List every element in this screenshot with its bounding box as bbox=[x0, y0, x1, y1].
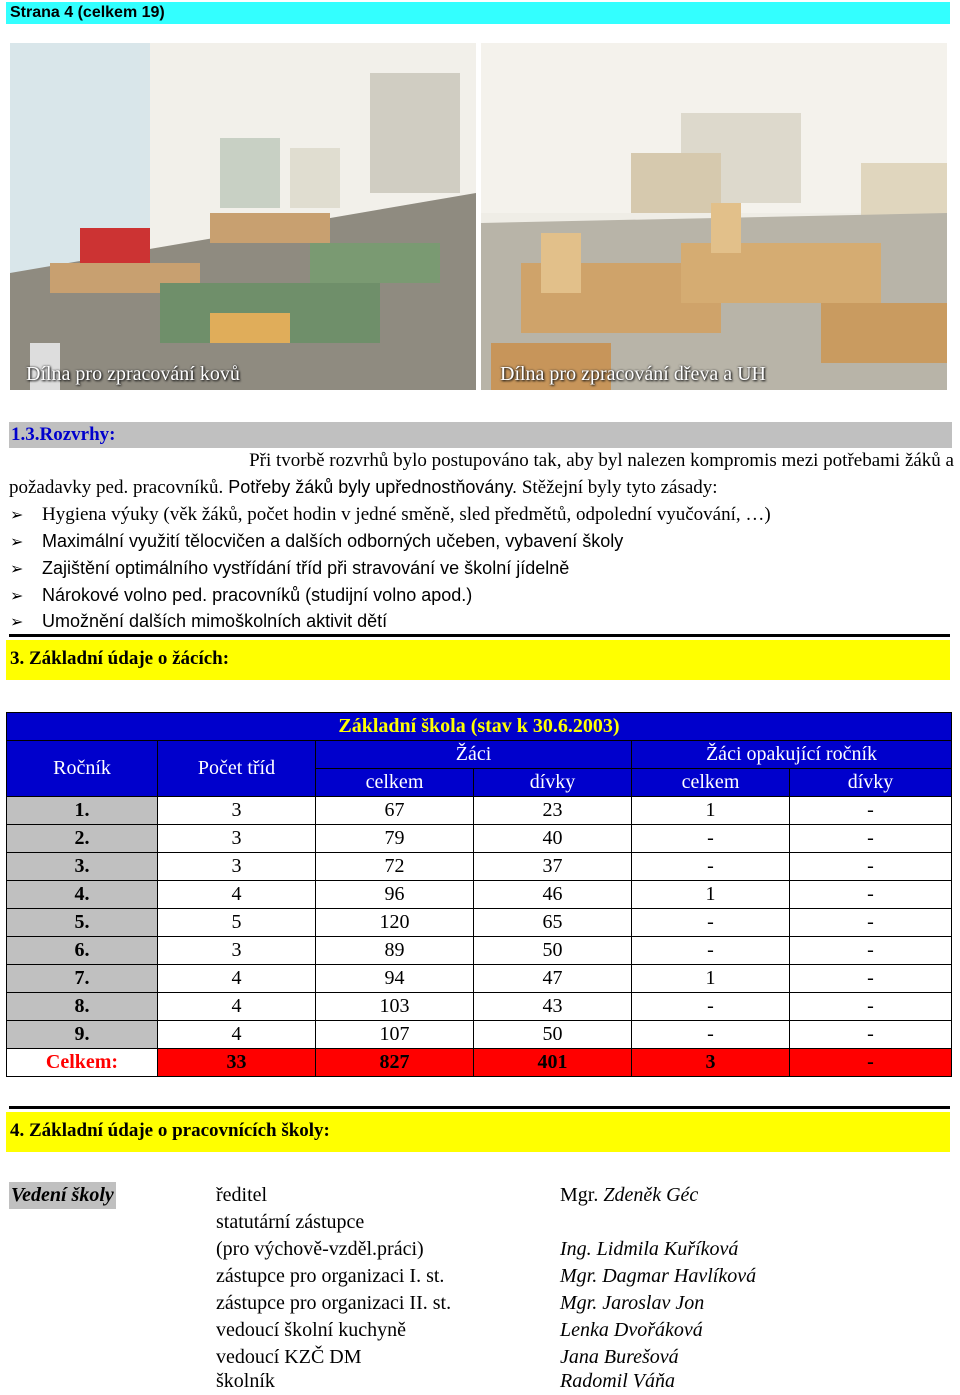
table-title: Základní škola (stav k 30.6.2003) bbox=[338, 715, 620, 737]
cell-rocnik: 2. bbox=[7, 825, 158, 853]
cell-pocet: 4 bbox=[158, 965, 316, 993]
right-photo-caption: Dílna pro zpracování dřeva a UH bbox=[500, 363, 766, 385]
cell-opak-divky: - bbox=[790, 881, 952, 909]
col-header-rocnik: Ročník bbox=[7, 741, 158, 797]
subheader-divky: dívky bbox=[790, 769, 952, 797]
section-heading-zaci: 3. Základní údaje o žácích: bbox=[6, 640, 950, 680]
subheader-divky: dívky bbox=[474, 769, 632, 797]
col-header-zaci: Žáci bbox=[316, 741, 632, 769]
staff-name-text: Mgr. Zdeněk Géc bbox=[560, 1184, 699, 1206]
table-row bbox=[7, 1021, 952, 1049]
cell-pocet: 3 bbox=[158, 937, 316, 965]
pupils-table bbox=[6, 712, 952, 1077]
section-rule bbox=[9, 634, 950, 637]
total-label: Celkem: bbox=[7, 1049, 158, 1077]
cell-divky: 65 bbox=[474, 909, 632, 937]
cell-pocet: 3 bbox=[158, 853, 316, 881]
arrow-bullet-icon: ➢ bbox=[10, 559, 24, 578]
table-row bbox=[7, 965, 952, 993]
total-divky: 401 bbox=[474, 1049, 632, 1077]
staff-role: školník bbox=[216, 1370, 275, 1392]
cell-opak-celkem: - bbox=[632, 853, 790, 881]
cell-celkem: 67 bbox=[316, 797, 474, 825]
cell-opak-celkem: - bbox=[632, 909, 790, 937]
cell-divky: 23 bbox=[474, 797, 632, 825]
cell-opak-celkem: - bbox=[632, 993, 790, 1021]
cell-divky: 37 bbox=[474, 853, 632, 881]
metal-workshop-image bbox=[10, 43, 476, 390]
cell-rocnik: 7. bbox=[7, 965, 158, 993]
photo-wood-workshop bbox=[481, 43, 947, 390]
cell-pocet: 4 bbox=[158, 1021, 316, 1049]
subheader-celkem: celkem bbox=[632, 769, 790, 797]
intro-line-1: Při tvorbě rozvrhů bylo postupováno tak, aby byl nalezen kompromis mezi potřebami žáků a bbox=[249, 450, 954, 471]
wood-workshop-image bbox=[481, 43, 947, 390]
table-row bbox=[7, 825, 952, 853]
section-heading-pracovnici: 4. Základní údaje o pracovnících školy: bbox=[6, 1112, 950, 1152]
bullet-text: Maximální využití tělocvičen a dalších odborných učeben, vybavení školy bbox=[42, 531, 624, 551]
staff-role: statutární zástupce bbox=[216, 1211, 365, 1233]
cell-rocnik: 6. bbox=[7, 937, 158, 965]
bullet-text: Nárokové volno ped. pracovníků (studijní volno apod.) bbox=[42, 585, 473, 605]
table-title-cell bbox=[7, 713, 952, 741]
bullet-item bbox=[10, 528, 623, 555]
cell-divky: 46 bbox=[474, 881, 632, 909]
staff-name: Mgr. Jaroslav Jon bbox=[560, 1292, 705, 1314]
arrow-bullet-icon: ➢ bbox=[10, 505, 24, 524]
cell-rocnik: 1. bbox=[7, 797, 158, 825]
intro-line-2b: Potřeby žáků byly upřednostňovány. bbox=[223, 477, 518, 497]
table-row bbox=[7, 797, 952, 825]
col-header-pocet-trid: Počet tříd bbox=[158, 741, 316, 797]
cell-opak-celkem: - bbox=[632, 1021, 790, 1049]
cell-divky: 50 bbox=[474, 937, 632, 965]
arrow-bullet-icon: ➢ bbox=[10, 612, 24, 631]
page-header: Strana 4 (celkem 19) bbox=[6, 2, 950, 24]
cell-rocnik: 4. bbox=[7, 881, 158, 909]
subheader-celkem: celkem bbox=[316, 769, 474, 797]
total-pocet: 33 bbox=[158, 1049, 316, 1077]
cell-pocet: 4 bbox=[158, 993, 316, 1021]
cell-celkem: 107 bbox=[316, 1021, 474, 1049]
staff-role: vedoucí KZČ DM bbox=[216, 1346, 362, 1368]
cell-pocet: 3 bbox=[158, 825, 316, 853]
staff-group-label: Vedení školy bbox=[9, 1182, 116, 1209]
cell-celkem: 72 bbox=[316, 853, 474, 881]
cell-pocet: 5 bbox=[158, 909, 316, 937]
cell-opak-divky: - bbox=[790, 797, 952, 825]
total-celkem: 827 bbox=[316, 1049, 474, 1077]
arrow-bullet-icon: ➢ bbox=[10, 532, 24, 551]
cell-opak-celkem: - bbox=[632, 825, 790, 853]
table-row bbox=[7, 909, 952, 937]
cell-divky: 47 bbox=[474, 965, 632, 993]
section-heading-rozvrhy: 1.3.Rozvrhy: bbox=[9, 422, 952, 448]
table-row bbox=[7, 993, 952, 1021]
cell-opak-celkem: 1 bbox=[632, 881, 790, 909]
cell-celkem: 89 bbox=[316, 937, 474, 965]
cell-opak-divky: - bbox=[790, 853, 952, 881]
intro-line-2 bbox=[9, 474, 954, 501]
staff-name: Mgr. Dagmar Havlíková bbox=[560, 1265, 757, 1287]
table-total-row bbox=[7, 1049, 952, 1077]
cell-rocnik: 9. bbox=[7, 1021, 158, 1049]
cell-opak-divky: - bbox=[790, 909, 952, 937]
staff-role: vedoucí školní kuchyně bbox=[216, 1319, 406, 1341]
staff-role: zástupce pro organizaci II. st. bbox=[216, 1292, 452, 1314]
photo-metal-workshop bbox=[10, 43, 476, 390]
bullet-item bbox=[10, 555, 569, 582]
staff-name: Radomil Váňa bbox=[560, 1370, 675, 1392]
cell-divky: 43 bbox=[474, 993, 632, 1021]
cell-opak-divky: - bbox=[790, 965, 952, 993]
intro-line-2a: požadavky ped. pracovníků. bbox=[9, 477, 224, 498]
staff-role: (pro výchově-vzděl.práci) bbox=[216, 1238, 424, 1260]
cell-rocnik: 8. bbox=[7, 993, 158, 1021]
staff-name bbox=[560, 1182, 698, 1209]
staff-role: zástupce pro organizaci I. st. bbox=[216, 1265, 445, 1287]
bullet-text: Umožnění dalších mimoškolních aktivit dětí bbox=[42, 611, 388, 631]
cell-opak-divky: - bbox=[790, 825, 952, 853]
cell-celkem: 94 bbox=[316, 965, 474, 993]
cell-opak-divky: - bbox=[790, 1021, 952, 1049]
cell-opak-divky: - bbox=[790, 937, 952, 965]
bullet-item bbox=[10, 608, 387, 635]
section-rule bbox=[9, 1106, 950, 1109]
cell-divky: 50 bbox=[474, 1021, 632, 1049]
cell-opak-celkem: 1 bbox=[632, 797, 790, 825]
cell-rocnik: 5. bbox=[7, 909, 158, 937]
cell-opak-divky: - bbox=[790, 993, 952, 1021]
cell-celkem: 120 bbox=[316, 909, 474, 937]
staff-name: Jana Burešová bbox=[560, 1346, 679, 1368]
bullet-item bbox=[10, 582, 472, 609]
staff-name-italic: Zdeněk Géc bbox=[603, 1184, 699, 1206]
staff-name: Ing. Lidmila Kuříková bbox=[560, 1238, 739, 1260]
bullet-item bbox=[10, 501, 771, 528]
staff-name: Lenka Dvořáková bbox=[560, 1319, 703, 1341]
cell-opak-celkem: - bbox=[632, 937, 790, 965]
total-opak-celkem: 3 bbox=[632, 1049, 790, 1077]
cell-celkem: 96 bbox=[316, 881, 474, 909]
cell-rocnik: 3. bbox=[7, 853, 158, 881]
cell-divky: 40 bbox=[474, 825, 632, 853]
total-opak-divky: - bbox=[790, 1049, 952, 1077]
staff-role: ředitel bbox=[216, 1184, 268, 1206]
bullet-text: Hygiena výuky (věk žáků, počet hodin v jedné směně, sled předmětů, odpolední vyučování, …) bbox=[42, 504, 771, 525]
col-header-opakujici: Žáci opakující ročník bbox=[632, 741, 952, 769]
cell-opak-celkem: 1 bbox=[632, 965, 790, 993]
table-row bbox=[7, 853, 952, 881]
intro-line-2c: Stěžejní byly tyto zásady: bbox=[517, 477, 718, 498]
cell-pocet: 3 bbox=[158, 797, 316, 825]
bullet-text: Zajištění optimálního vystřídání tříd při stravování ve školní jídelně bbox=[42, 558, 570, 578]
cell-celkem: 103 bbox=[316, 993, 474, 1021]
arrow-bullet-icon: ➢ bbox=[10, 586, 24, 605]
cell-celkem: 79 bbox=[316, 825, 474, 853]
cell-pocet: 4 bbox=[158, 881, 316, 909]
table-row bbox=[7, 937, 952, 965]
table-row bbox=[7, 881, 952, 909]
left-photo-caption: Dílna pro zpracování kovů bbox=[26, 363, 240, 385]
